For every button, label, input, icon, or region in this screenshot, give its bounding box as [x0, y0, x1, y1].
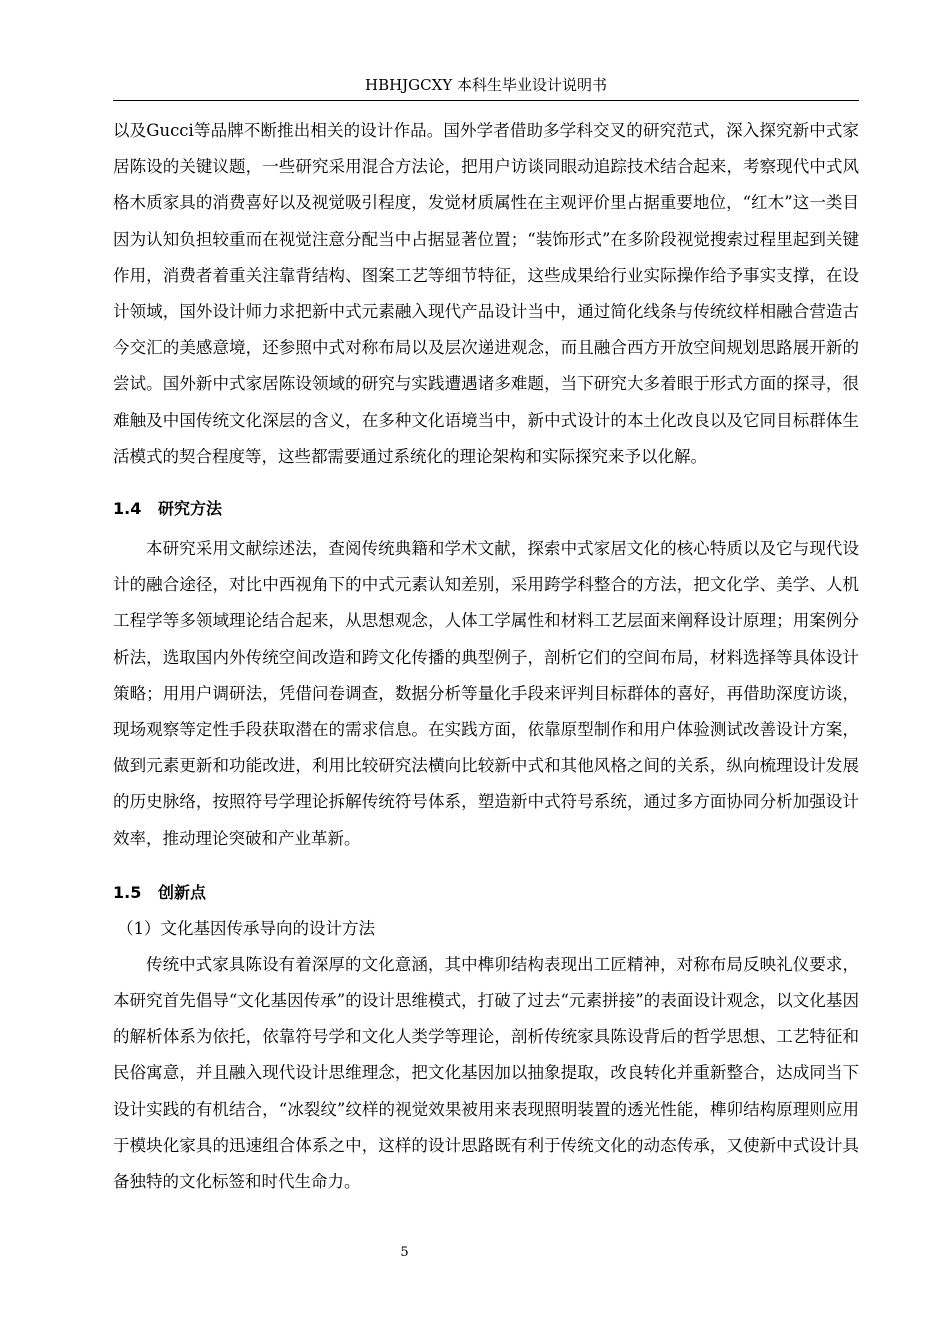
research-methods-paragraph: 本研究采用文献综述法，查阅传统典籍和学术文献，探索中式家居文化的核心特质以及它与现代设计的融合途径，对比中西视角下的中式元素认知差别，采用跨学科整合的方法，把文化学、美学、人机工程学等多领域理论结合起来，从思想观念，人体工学属性和材料工艺层面来阐释设计原理；用案例分析法，选取国内外传统空间改造和跨文化传播的典型例子，剖析它们的空间布局，材料选择等具体设计策略；用用户调研法，凭借问卷调查，数据分析等量化手段来评判目标群体的喜好，再借助深度访谈，现场观察等定性手段获取潜在的需求信息。在实践方面，依靠原型制作和用户体验测试改善设计方案，做到元素更新和功能改进，利用比较研究法横向比较新中式和其他风格之间的关系，纵向梳理设计发展的历史脉络，按照符号学理论拆解传统符号体系，塑造新中式符号系统，通过多方面协同分析加强设计效率，推动理论突破和产业革新。 [113, 539, 859, 848]
running-header: HBHJGCXY 本科生毕业设计说明书 [364, 76, 607, 94]
section-heading-1-4: 1.4 研究方法 [113, 499, 223, 519]
header-divider [113, 100, 859, 101]
innovation-subheading-1: （1）文化基因传承导向的设计方法 [117, 918, 375, 938]
innovation-paragraph-1: 传统中式家具陈设有着深厚的文化意涵，其中榫卯结构表现出工匠精神，对称布局反映礼仪要求，本研究首先倡导“文化基因传承”的设计思维模式，打破了过去“元素拼接”的表面设计观念，以文化基因的解析体系为依托，依靠符号学和文化人类学等理论，剖析传统家具陈设背后的哲学思想、工艺特征和民俗寓意，并且融入现代设计思维理念，把文化基因加以抽象提取，改良转化并重新整合，达成同当下设计实践的有机结合，“冰裂纹”纹样的视觉效果被用来表现照明装置的透光性能，榫卯结构原理则应用于模块化家具的迅速组合体系之中，这样的设计思路既有利于传统文化的动态传承，又使新中式设计具备独特的文化标签和时代生命力。 [113, 954, 859, 1192]
section-heading-1-5: 1.5 创新点 [113, 882, 207, 902]
page-body [113, 113, 859, 1200]
page-number: 5 [400, 1245, 409, 1260]
continued-paragraph: 以及Gucci等品牌不断推出相关的设计作品。国外学者借助多学科交叉的研究范式，深入探究新中式家居陈设的关键议题，一些研究采用混合方法论，把用户访谈同眼动追踪技术结合起来，考察现代中式风格木质家具的消费喜好以及视觉吸引程度，发觉材质属性在主观评价里占据重要地位，“红木”这一类目因为认知负担较重而在视觉注意分配当中占据显著位置；“装饰形式”在多阶段视觉搜索过程里起到关键作用，消费者着重关注靠背结构、图案工艺等细节特征，这些成果给行业实际操作给予事实支撑，在设计领域，国外设计师力求把新中式元素融入现代产品设计当中，通过简化线条与传统纹样相融合营造古今交汇的美感意境，还参照中式对称布局以及层次递进观念，而且融合西方开放空间规划思路展开新的尝试。国外新中式家居陈设领域的研究与实践遭遇诸多难题，当下研究大多着眼于形式方面的探寻，很难触及中国传统文化深层的含义，在多种文化语境当中，新中式设计的本土化改良以及它同目标群体生活模式的契合程度等，这些都需要通过系统化的理论架构和实际探究来予以化解。 [113, 121, 859, 466]
